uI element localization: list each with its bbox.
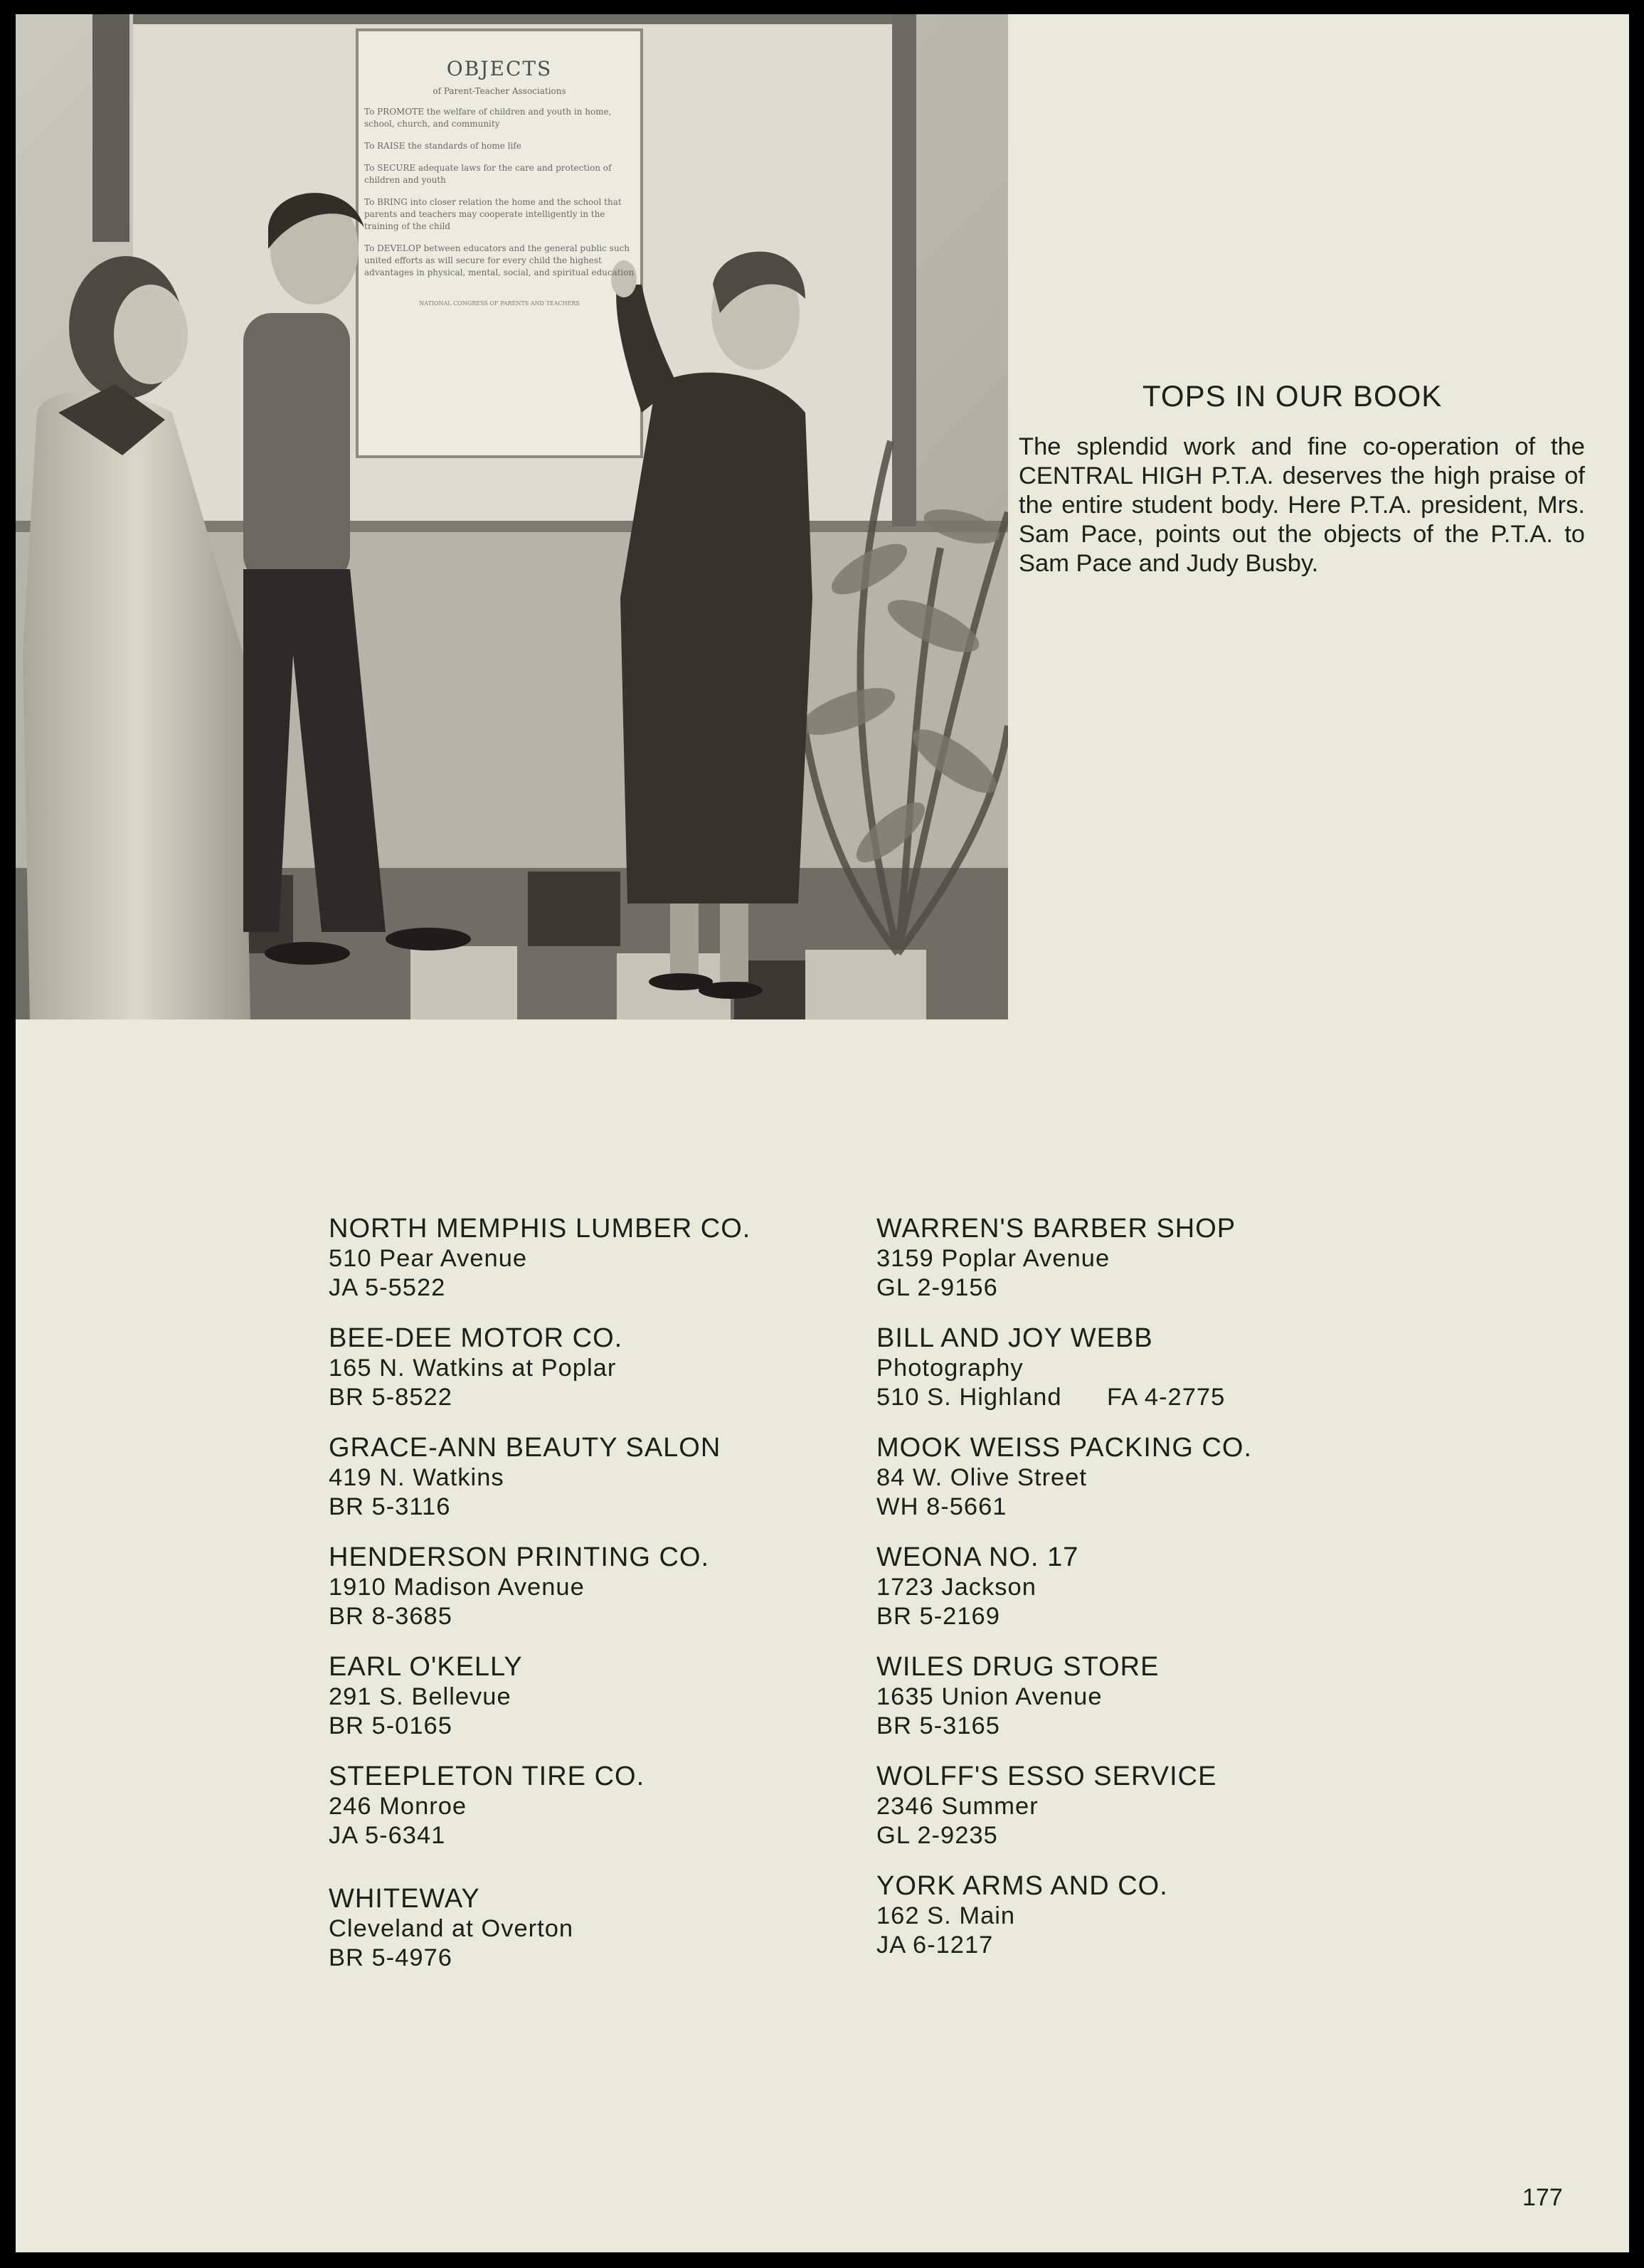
ad-name: BILL AND JOY WEBB: [876, 1323, 1153, 1353]
ad-name: MOOK WEISS PACKING CO.: [876, 1433, 1253, 1463]
ad-entry: [876, 1761, 1252, 1850]
ad-phone: BR 5-8522: [329, 1384, 452, 1411]
ad-phone: BR 8-3685: [329, 1603, 452, 1630]
ads-right-column: [876, 1213, 1252, 1980]
ad-entry: [329, 1213, 751, 1303]
poster-line: To SECURE adequate laws for the care and protection of children and youth: [364, 163, 612, 185]
ad-name: NORTH MEMPHIS LUMBER CO.: [329, 1214, 751, 1244]
ad-entry: [876, 1542, 1252, 1631]
ad-phone: BR 5-3116: [329, 1493, 451, 1520]
ad-phone: WH 8-5661: [876, 1493, 1007, 1520]
ad-name: HENDERSON PRINTING CO.: [329, 1542, 710, 1572]
ad-phone: JA 5-5522: [329, 1274, 446, 1301]
ad-entry: [876, 1432, 1252, 1522]
ad-entry: [876, 1651, 1252, 1741]
ad-entry: [876, 1870, 1252, 1960]
ad-phone: GL 2-9235: [876, 1822, 998, 1849]
ad-address: 1723 Jackson: [876, 1574, 1036, 1601]
ad-phone: BR 5-3165: [876, 1712, 1000, 1739]
ad-address: 3159 Poplar Avenue: [876, 1245, 1110, 1272]
ad-address: 2346 Summer: [876, 1793, 1039, 1820]
ad-phone: BR 5-0165: [329, 1712, 452, 1739]
ad-name: WEONA NO. 17: [876, 1542, 1079, 1572]
ad-address: 165 N. Watkins at Poplar: [329, 1355, 617, 1382]
ad-entry: [329, 1651, 751, 1741]
ad-entry: [329, 1432, 751, 1522]
ad-address: 510 S. Highland FA 4-2775: [876, 1384, 1226, 1411]
ad-name: WOLFF'S ESSO SERVICE: [876, 1761, 1217, 1791]
page-number: 177: [1522, 2184, 1563, 2211]
ad-entry: [876, 1213, 1252, 1303]
ad-name: WARREN'S BARBER SHOP: [876, 1214, 1236, 1244]
ad-name: WILES DRUG STORE: [876, 1652, 1160, 1682]
caption-body: The splendid work and fine co-operation of the CENTRAL HIGH P.T.A. deserves the high praise of the entire student body. Here P.T.A. president, Mrs. Sam Pace, points out the objects of the P.T.A. to Sam Pace and Judy Busby.: [1019, 433, 1585, 577]
ad-address: 291 S. Bellevue: [329, 1683, 511, 1710]
ad-entry: [329, 1323, 751, 1412]
poster-line: To RAISE the standards of home life: [364, 141, 521, 151]
ad-address: 1635 Union Avenue: [876, 1683, 1103, 1710]
poster-footer: NATIONAL CONGRESS OF PARENTS AND TEACHERS: [419, 300, 580, 307]
ad-line: Photography: [876, 1355, 1024, 1382]
ad-address: 1910 Madison Avenue: [329, 1574, 585, 1601]
ad-phone: BR 5-2169: [876, 1603, 1000, 1630]
ad-entry: [329, 1883, 751, 1973]
poster-title: OBJECTS: [446, 57, 553, 80]
caption-title: TOPS IN OUR BOOK: [1142, 379, 1443, 413]
ad-entry: [876, 1323, 1252, 1412]
ad-entry: [329, 1542, 751, 1631]
poster: [364, 57, 635, 307]
ad-entry: [329, 1761, 751, 1850]
ad-name: EARL O'KELLY: [329, 1652, 523, 1682]
pta-photograph: [16, 14, 1008, 1019]
ad-phone: JA 5-6341: [329, 1822, 446, 1849]
ad-address: Cleveland at Overton: [329, 1915, 574, 1942]
ad-address: 510 Pear Avenue: [329, 1245, 528, 1272]
ad-address: 419 N. Watkins: [329, 1464, 504, 1491]
poster-line: To PROMOTE the welfare of children and youth in home, school, church, and community: [364, 107, 612, 129]
ad-phone: BR 5-4976: [329, 1944, 452, 1971]
ad-phone: GL 2-9156: [876, 1274, 998, 1301]
yearbook-page: [16, 14, 1629, 2252]
ad-name: YORK ARMS AND CO.: [876, 1871, 1168, 1901]
ad-name: WHITEWAY: [329, 1884, 480, 1914]
poster-line: To DEVELOP between educators and the general public such united efforts as will secure for every child the highest advantages in physical, mental, social, and spiritual education: [364, 243, 635, 277]
ad-name: STEEPLETON TIRE CO.: [329, 1761, 645, 1791]
ad-address: 162 S. Main: [876, 1902, 1016, 1929]
poster-subtitle: of Parent-Teacher Associations: [433, 86, 566, 96]
poster-line: To BRING into closer relation the home and the school that parents and teachers may cooperate intelligently in the training of the child: [364, 197, 622, 231]
ad-name: GRACE-ANN BEAUTY SALON: [329, 1433, 721, 1463]
ad-address: 246 Monroe: [329, 1793, 467, 1820]
ad-phone: JA 6-1217: [876, 1931, 994, 1959]
ads-left-column: [329, 1213, 751, 1993]
ad-name: BEE-DEE MOTOR CO.: [329, 1323, 623, 1353]
ad-address: 84 W. Olive Street: [876, 1464, 1088, 1491]
